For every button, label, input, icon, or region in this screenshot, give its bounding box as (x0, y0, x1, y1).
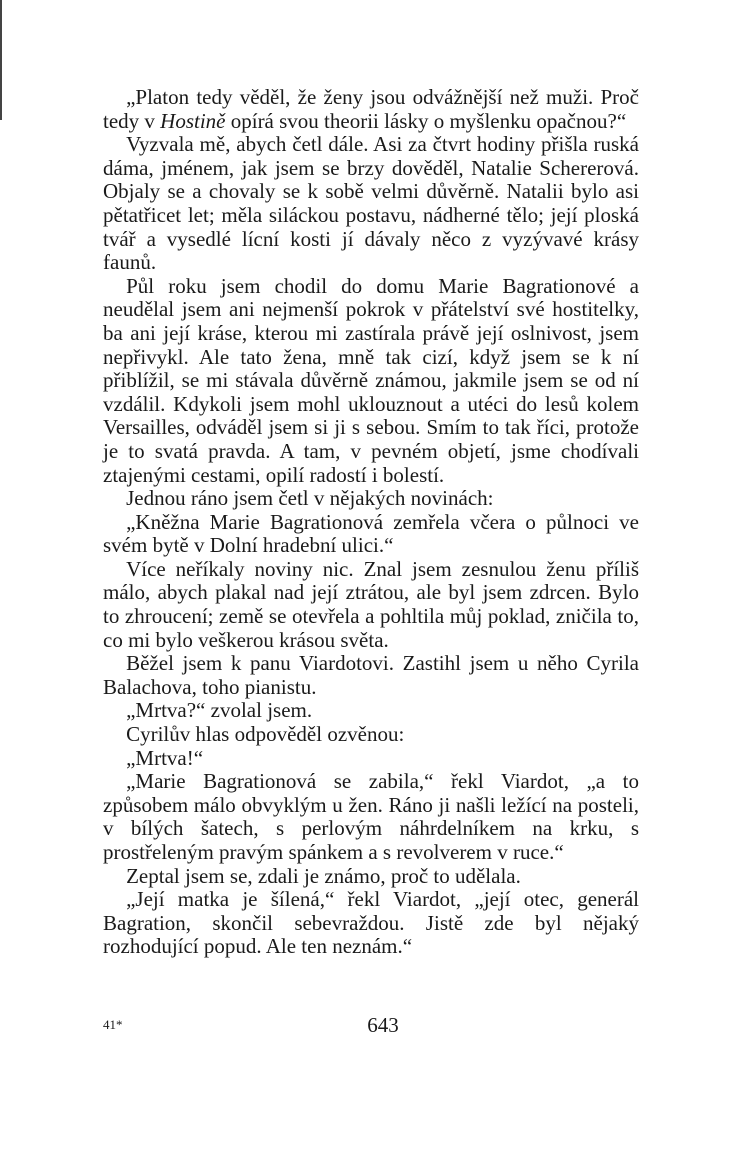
paragraph-13: „Její matka je šílená,“ řekl Viardot, „její otec, generál Bagration, skončil sebevraždou. Jistě zde byl nějaký rozhodující popud. Ale ten neznám.“ (103, 887, 639, 959)
paragraph-2: Vyzvala mě, abych četl dále. Asi za čtvrt hodiny přišla ruská dáma, jménem, jak jsem se brzy dověděl, Natalie Schererová. Objaly se a chovaly se k sobě velmi důvěrně. Natalii bylo asi pětatřicet let; měla siláckou postavu, nádherné tělo; její ploská tvář a vysedlé lícní kosti jí dávaly něco z vyzývavé krásy faunů. (103, 132, 639, 275)
paragraph-5: „Kněžna Marie Bagrationová zemřela včera o půlnoci ve svém bytě v Dolní hradební ulici.“ (103, 509, 639, 558)
page-footer (103, 1013, 639, 1039)
paragraph-12: Zeptal jsem se, zdali je známo, proč to udělala. (126, 863, 521, 888)
page-edge-line (0, 0, 2, 120)
paragraph-9: Cyrilův hlas odpověděl ozvěnou: (126, 722, 405, 747)
paragraph-1: „Platon tedy věděl, že ženy jsou odvážnější než muži. Proč tedy v Hostině opírá svou theorii lásky o myšlenku opačnou?“ (103, 85, 639, 133)
paragraph-4: Jednou ráno jsem četl v nějakých novinách: (126, 486, 494, 511)
paragraph-8: „Mrtva?“ zvolal jsem. (126, 698, 313, 723)
signature-mark: 41* (103, 1017, 123, 1032)
paragraph-11: „Marie Bagrationová se zabila,“ řekl Viardot, „a to způsobem málo obvyklým u žen. Ráno ji našli ležící na posteli, v bílých šatech, s perlovým náhrdelníkem na krku, s prostřeleným pravým spánkem a s revolverem v ruce.“ (103, 769, 639, 864)
paragraph-6: Více neříkaly noviny nic. Znal jsem zesnulou ženu příliš málo, abych plakal nad její ztrátou, ale byl jsem zdrcen. Bylo to zhroucení; země se otevřela a pohltila můj poklad, zničila to, co mi bylo veškerou krásou světa. (103, 556, 639, 652)
page-number: 643 (367, 1013, 399, 1037)
paragraph-3: Půl roku jsem chodil do domu Marie Bagrationové a neudělal jsem ani nejmenší pokrok v přátelství své hostitelky, ba ani její krásе, kterou mi zastírala právě její oslnivost, jsem nepřivykl. Ale tato žena, mně tak cizí, když jsem se k ní přiblížil, se mi stávala důvěrně známou, jakmile jsem se od ní vzdálil. Kdykoli jsem mohl uklouznout a utéci do lesů kolem Versailles, odváděl jsem si ji s sebou. Smím to tak říci, protože je to svatá pravda. A tam, v pevném objetí, jsme chodívali ztajenými cestami, opilí radostí i bolestí. (103, 273, 639, 487)
paragraph-7: Běžel jsem k panu Viardotovi. Zastihl jsem u něho Cyrila Balachova, toho pianistu. (103, 651, 639, 699)
book-title-italic: Hostině (160, 108, 226, 133)
body-text (103, 86, 639, 959)
paragraph-10: „Mrtva!“ (126, 745, 204, 770)
